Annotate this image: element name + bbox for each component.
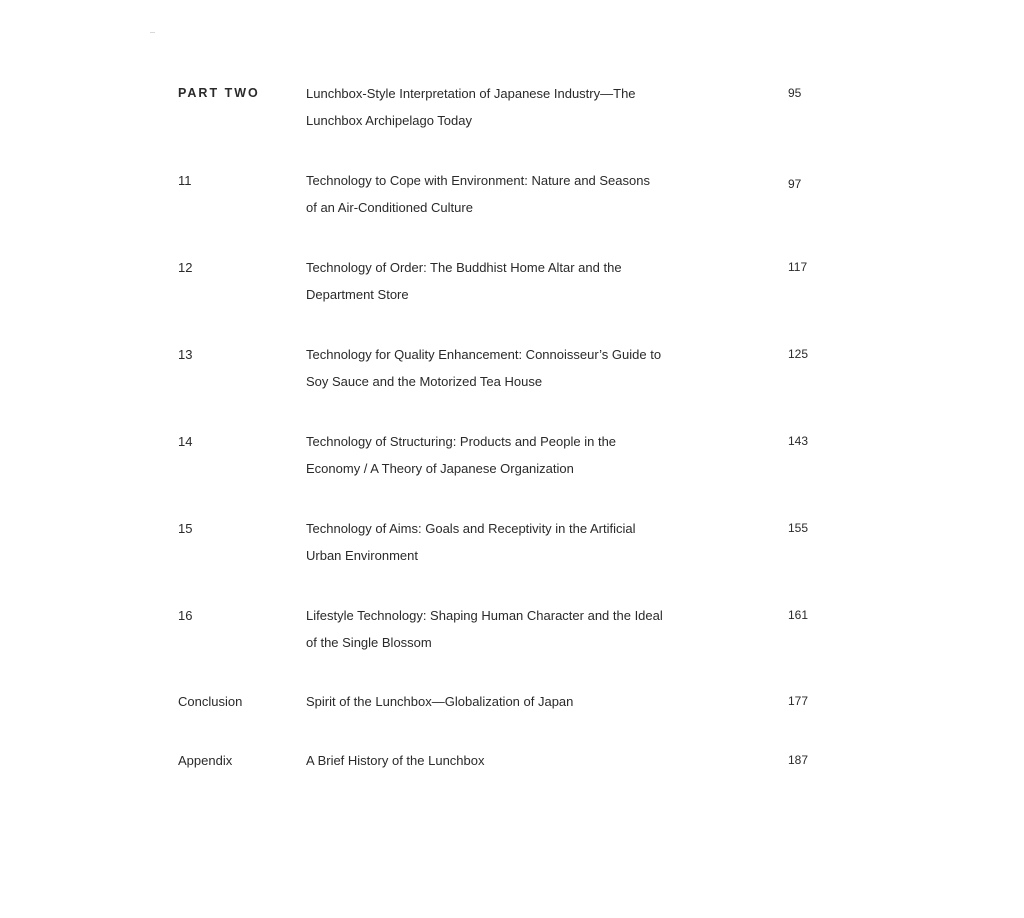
toc-entry-title-line: Technology of Structuring: Products and People in the <box>306 434 617 449</box>
toc-entry-label: Conclusion <box>178 694 243 709</box>
toc-entry-page-number: 187 <box>788 753 809 767</box>
toc-entry-title-line: Spirit of the Lunchbox—Globalization of Japan <box>306 694 574 709</box>
toc-entry-title-line: of the Single Blossom <box>306 635 432 650</box>
toc-entry-title <box>306 688 706 715</box>
toc-entry-title-line: A Brief History of the Lunchbox <box>306 753 485 768</box>
toc-entry-title-line: Urban Environment <box>306 548 418 563</box>
toc-entry-title <box>306 341 706 395</box>
toc-entry-title-line: Technology of Order: The Buddhist Home Altar and the <box>306 260 622 275</box>
toc-entry-page-number: 125 <box>788 347 809 361</box>
toc-entry-title-line: Lunchbox Archipelago Today <box>306 113 472 128</box>
toc-entry-title <box>306 428 706 482</box>
toc-entry-title-line: Technology for Quality Enhancement: Connoisseur’s Guide to <box>306 347 662 362</box>
toc-entry-title <box>306 747 706 774</box>
toc-entry-page-number: 177 <box>788 694 809 708</box>
toc-entry-title <box>306 167 706 221</box>
toc-entry-page-number: 95 <box>788 86 802 100</box>
toc-entry-title-line: Lifestyle Technology: Shaping Human Character and the Ideal <box>306 608 663 623</box>
toc-entry-page-number: 97 <box>788 177 802 191</box>
toc-entry-label: 15 <box>178 521 193 536</box>
toc-entry-page-number: 161 <box>788 608 809 622</box>
toc-entry-label: 13 <box>178 347 193 362</box>
toc-entry-title <box>306 80 706 134</box>
toc-entry-label: Appendix <box>178 753 233 768</box>
toc-entry-label: PART TWO <box>178 86 260 100</box>
toc-entry-title <box>306 515 706 569</box>
toc-entry-label: 16 <box>178 608 193 623</box>
toc-entry-label: 14 <box>178 434 193 449</box>
corner-mark <box>150 32 155 33</box>
toc-entry-title <box>306 602 706 656</box>
toc-entry-title-line: Soy Sauce and the Motorized Tea House <box>306 374 543 389</box>
toc-entry-title <box>306 254 706 308</box>
toc-entry-title-line: Technology of Aims: Goals and Receptivity in the Artificial <box>306 521 636 536</box>
toc-entry-title-line: Technology to Cope with Environment: Nature and Seasons <box>306 173 650 188</box>
toc-entry-page-number: 143 <box>788 434 809 448</box>
toc-entry-label: 11 <box>178 173 192 188</box>
toc-entry-page-number: 117 <box>788 260 808 274</box>
toc-entry-page-number: 155 <box>788 521 809 535</box>
toc-entry-title-line: of an Air-Conditioned Culture <box>306 200 473 215</box>
toc-entry-title-line: Economy / A Theory of Japanese Organization <box>306 461 574 476</box>
toc-entry-title-line: Department Store <box>306 287 409 302</box>
toc-entry-title-line: Lunchbox-Style Interpretation of Japanese Industry—The <box>306 86 636 101</box>
toc-entry-label: 12 <box>178 260 193 275</box>
